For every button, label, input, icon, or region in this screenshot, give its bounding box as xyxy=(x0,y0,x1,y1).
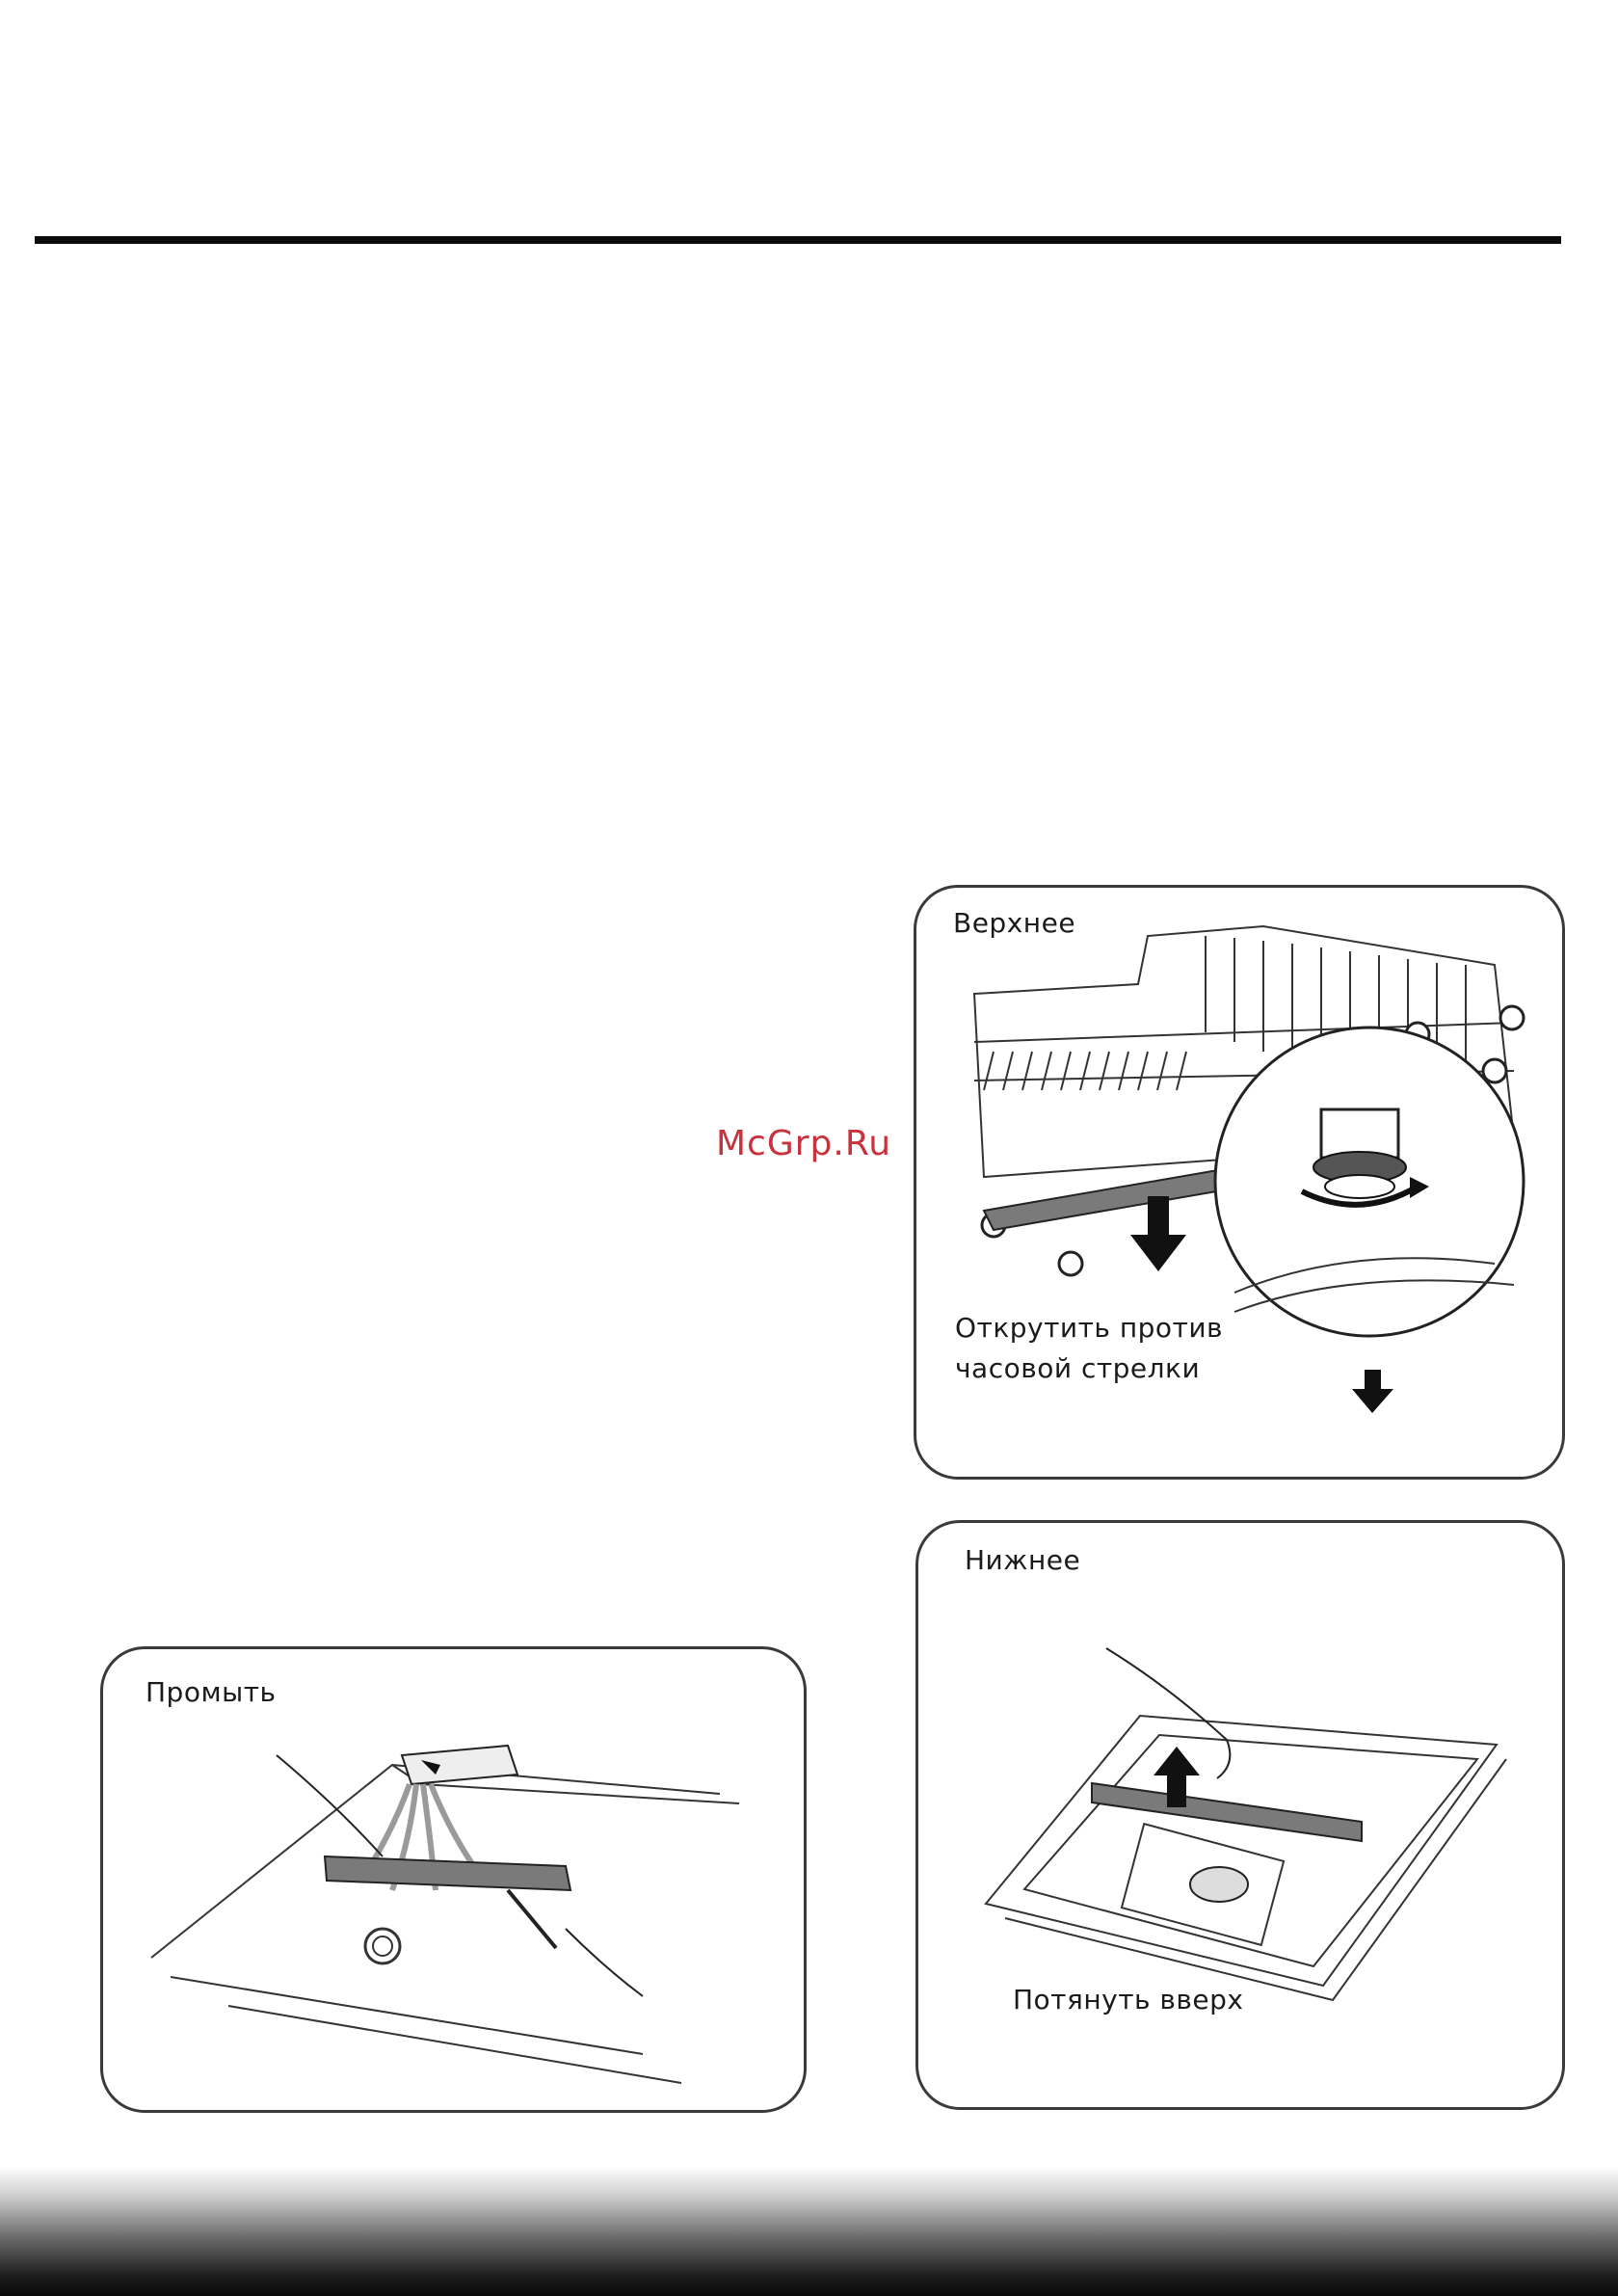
rinse-illustration xyxy=(103,1649,809,2116)
upper-rack-illustration xyxy=(916,888,1568,1482)
footer-gradient-band xyxy=(0,2167,1618,2296)
watermark: McGrp.Ru xyxy=(716,1124,892,1163)
panel-rinse xyxy=(100,1646,807,2113)
panel-upper-spray-arm xyxy=(914,885,1565,1480)
panel-rinse-title: Промыть xyxy=(146,1676,277,1708)
top-rule xyxy=(35,236,1561,244)
panel-lower-title: Нижнее xyxy=(965,1544,1081,1576)
panel-upper-caption-line1: Открутить против xyxy=(955,1312,1224,1344)
lower-tub-illustration xyxy=(918,1523,1568,2113)
panel-lower-spray-arm xyxy=(915,1520,1565,2110)
panel-lower-caption: Потянуть вверх xyxy=(1013,1984,1244,2016)
panel-upper-title: Верхнее xyxy=(953,907,1076,939)
panel-upper-caption-line2: часовой стрелки xyxy=(955,1352,1201,1384)
